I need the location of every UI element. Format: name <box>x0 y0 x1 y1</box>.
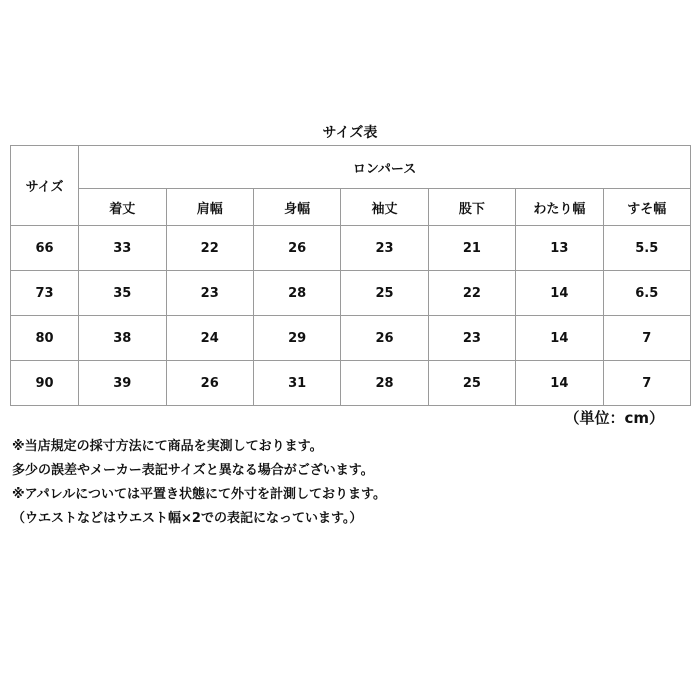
size-cell: 73 <box>11 271 79 316</box>
notes <box>12 435 386 531</box>
value-cell: 23 <box>341 226 428 271</box>
size-cell: 90 <box>11 361 79 406</box>
value-cell: 5.5 <box>603 226 690 271</box>
value-cell: 26 <box>166 361 253 406</box>
value-cell: 7 <box>603 361 690 406</box>
value-cell: 33 <box>79 226 166 271</box>
table-row <box>11 271 691 316</box>
column-header: 肩幅 <box>166 189 253 226</box>
value-cell: 23 <box>428 316 515 361</box>
table-row <box>11 316 691 361</box>
value-cell: 22 <box>166 226 253 271</box>
value-cell: 29 <box>253 316 340 361</box>
size-cell: 66 <box>11 226 79 271</box>
value-cell: 39 <box>79 361 166 406</box>
value-cell: 31 <box>253 361 340 406</box>
note-line: 多少の誤差やメーカー表記サイズと異なる場合がございます。 <box>12 463 374 478</box>
note-line: （ウエストなどはウエスト幅×2での表記になっています。） <box>12 511 363 526</box>
value-cell: 25 <box>428 361 515 406</box>
value-cell: 25 <box>341 271 428 316</box>
note-line: ※アパレルについては平置き状態にて外寸を計測しております。 <box>12 487 386 502</box>
value-cell: 38 <box>79 316 166 361</box>
column-header: 股下 <box>428 189 515 226</box>
value-cell: 26 <box>253 226 340 271</box>
unit-label: （単位：cm） <box>564 409 664 427</box>
group-header: ロンパース <box>79 146 691 189</box>
value-cell: 6.5 <box>603 271 690 316</box>
value-cell: 14 <box>516 316 603 361</box>
value-cell: 14 <box>516 271 603 316</box>
column-header: 身幅 <box>253 189 340 226</box>
table-row <box>11 361 691 406</box>
column-header: 袖丈 <box>341 189 428 226</box>
size-cell: 80 <box>11 316 79 361</box>
value-cell: 14 <box>516 361 603 406</box>
size-table <box>10 145 691 406</box>
table-title: サイズ表 <box>322 125 378 141</box>
value-cell: 22 <box>428 271 515 316</box>
value-cell: 23 <box>166 271 253 316</box>
value-cell: 13 <box>516 226 603 271</box>
value-cell: 21 <box>428 226 515 271</box>
size-header: サイズ <box>11 146 79 226</box>
value-cell: 24 <box>166 316 253 361</box>
value-cell: 35 <box>79 271 166 316</box>
value-cell: 28 <box>341 361 428 406</box>
note-line: ※当店規定の採寸方法にて商品を実測しております。 <box>12 439 323 454</box>
table-row <box>11 226 691 271</box>
value-cell: 7 <box>603 316 690 361</box>
column-header: すそ幅 <box>603 189 690 226</box>
value-cell: 26 <box>341 316 428 361</box>
column-header: 着丈 <box>79 189 166 226</box>
value-cell: 28 <box>253 271 340 316</box>
column-header: わたり幅 <box>516 189 603 226</box>
